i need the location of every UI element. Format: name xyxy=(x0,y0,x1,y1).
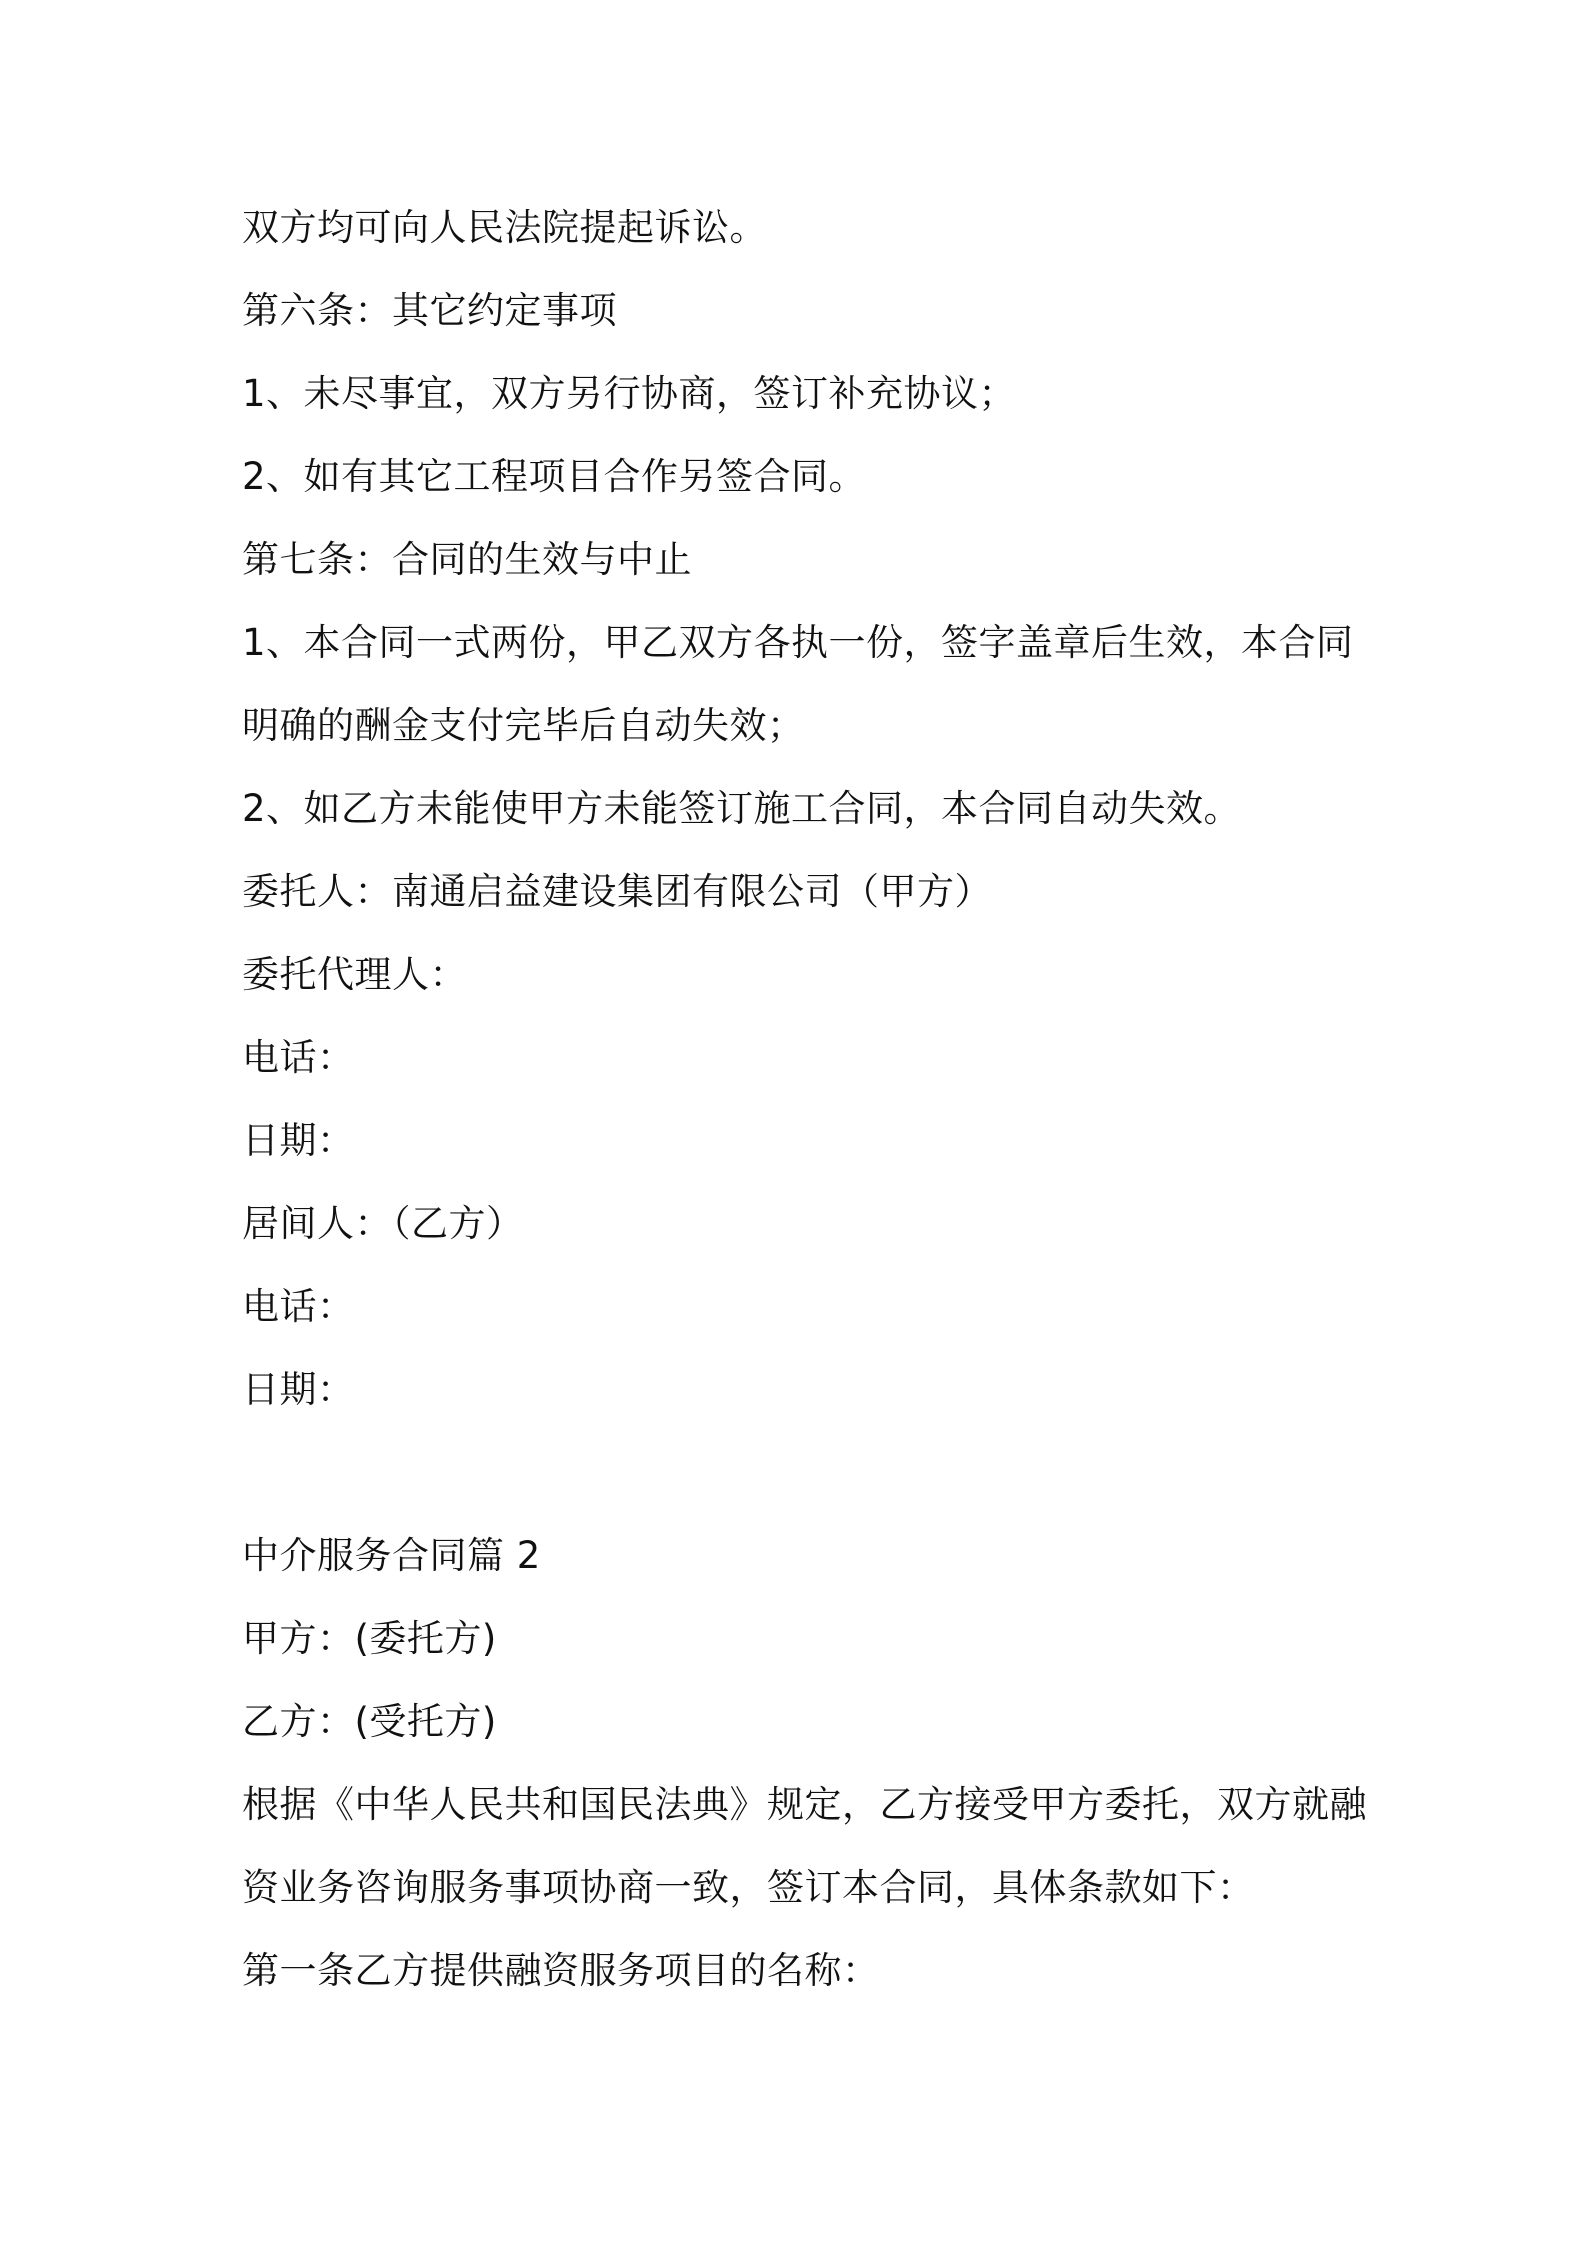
phone-line: 电话： xyxy=(242,1036,355,1079)
client-line: 委托人：南通启益建设集团有限公司（甲方） xyxy=(242,870,992,913)
party-b-line: 乙方：(受托方) xyxy=(242,1700,497,1743)
text-line: 明确的酬金支付完毕后自动失效； xyxy=(242,704,805,747)
text-line: 1、未尽事宜，双方另行协商，签订补充协议； xyxy=(242,372,1017,415)
text-line: 资业务咨询服务事项协商一致，签订本合同，具体条款如下： xyxy=(242,1866,1255,1909)
date-line: 日期： xyxy=(242,1368,355,1411)
agent-line: 委托代理人： xyxy=(242,953,467,996)
phone-line: 电话： xyxy=(242,1285,355,1328)
date-line: 日期： xyxy=(242,1119,355,1162)
text-line: 2、如乙方未能使甲方未能签订施工合同，本合同自动失效。 xyxy=(242,787,1242,830)
text-line: 根据《中华人民共和国民法典》规定，乙方接受甲方委托，双方就融 xyxy=(242,1783,1367,1826)
article-6-heading: 第六条：其它约定事项 xyxy=(242,289,617,332)
text-line: 1、本合同一式两份，甲乙双方各执一份，签字盖章后生效，本合同 xyxy=(242,621,1354,664)
party-a-line: 甲方：(委托方) xyxy=(242,1617,497,1660)
text-line: 双方均可向人民法院提起诉讼。 xyxy=(242,206,767,249)
intermediary-line: 居间人：（乙方） xyxy=(242,1202,524,1245)
section-title: 中介服务合同篇 2 xyxy=(242,1534,541,1577)
text-line: 2、如有其它工程项目合作另签合同。 xyxy=(242,455,867,498)
article-7-heading: 第七条：合同的生效与中止 xyxy=(242,538,692,581)
article-1-heading: 第一条乙方提供融资服务项目的名称： xyxy=(242,1949,880,1992)
